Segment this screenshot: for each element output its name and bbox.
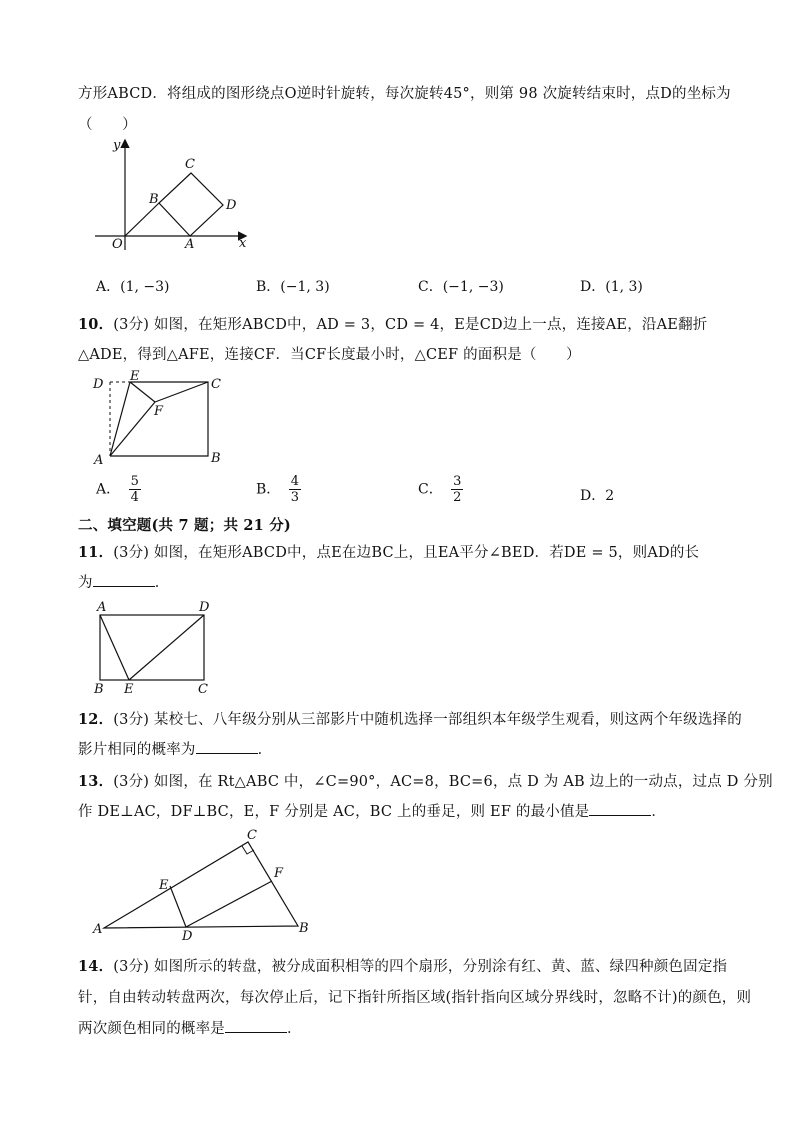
q10-option-d-letter: D． — [580, 488, 606, 504]
q12-line1: (3分) 某校七、八年级分别从三部影片中随机选择一部组织本年级学生观看，则这两个年级选择的 — [113, 712, 742, 728]
q9-option-d-text: (1, 3) — [605, 279, 643, 295]
segment-AE — [100, 615, 129, 680]
q11-answer-blank[interactable] — [93, 572, 155, 587]
q12-text-line2 — [78, 738, 272, 759]
q11-line1: (3分) 如图，在矩形ABCD中，点E在边BC上，且EA平分∠BED．若DE = 5，则AD的长 — [113, 545, 700, 561]
label-A: A — [97, 600, 107, 615]
q9-text-line1: 方形ABCD．将组成的图形绕点O逆时针旋转，每次旋转45°，则第 98 次旋转结束时，点D的坐标为 — [78, 86, 731, 102]
label-O: O — [112, 237, 123, 252]
q9-option-c-letter: C． — [418, 279, 443, 295]
label-B: B — [94, 682, 104, 697]
label-E: E — [159, 878, 169, 893]
q13-line2-prefix: 作 DE⊥AC，DF⊥BC，E，F 分别是 AC，BC 上的垂足，则 EF 的最小值是 — [78, 804, 590, 820]
label-C: C — [185, 157, 195, 172]
q14-answer-blank[interactable] — [225, 1018, 287, 1033]
label-D: D — [226, 198, 237, 213]
label-x: x — [239, 236, 247, 251]
segment-OB — [125, 203, 159, 236]
label-C: C — [198, 682, 208, 697]
square-ABCD — [159, 173, 223, 236]
q9-option-a-letter: A． — [96, 279, 121, 295]
q13-line2-suffix: ． — [651, 804, 667, 820]
q12-text-line1 — [78, 708, 742, 729]
q13-text-line2 — [78, 800, 666, 821]
label-A: A — [94, 453, 104, 468]
rectangle-ABCE — [110, 382, 208, 456]
q10-option-b-letter: B． — [256, 481, 281, 498]
q12-line2-prefix: 影片相同的概率为 — [78, 742, 196, 758]
q11-line2-prefix: 为 — [78, 575, 93, 591]
q10-option-a[interactable] — [96, 474, 141, 505]
q10-number: 10． — [78, 316, 114, 333]
label-B: B — [299, 921, 309, 936]
q9-figure — [95, 135, 255, 255]
label-A: A — [93, 922, 103, 937]
q10-line1: (3分) 如图，在矩形ABCD中，AD = 3，CD = 4，E是CD边上一点，连接AE，沿AE翻折 — [113, 317, 708, 333]
q11-line2-suffix: ． — [154, 575, 170, 591]
label-F: F — [274, 866, 284, 881]
label-D: D — [182, 929, 193, 941]
label-E: E — [130, 370, 140, 384]
label-C: C — [247, 828, 257, 843]
q10-option-b[interactable] — [256, 474, 301, 505]
q13-answer-blank[interactable] — [589, 801, 651, 816]
q9-option-a-text: (1, −3) — [120, 279, 170, 295]
q14-line1: (3分) 如图所示的转盘，被分成面积相等的四个扇形，分别涂有红、黄、蓝、绿四种颜色固定指 — [113, 959, 728, 975]
label-B: B — [211, 451, 221, 466]
q10-text-line2: △ADE，得到△AFE，连接CF．当CF长度最小时，△CEF 的面积是（ ） — [78, 347, 581, 363]
q10-option-c-fraction: $\frac{3}{2}$ — [453, 474, 462, 505]
q9-option-a[interactable] — [96, 276, 170, 296]
segment-EF — [130, 382, 155, 402]
q14-number: 14． — [78, 958, 114, 975]
q13-number: 13． — [78, 773, 114, 790]
q10-figure — [90, 370, 230, 470]
q12-number: 12． — [78, 711, 114, 728]
triangle-ABC — [104, 842, 298, 928]
label-B: B — [149, 192, 159, 207]
q10-text-line1 — [78, 313, 707, 334]
label-A: A — [185, 237, 195, 252]
q9-option-b-letter: B． — [256, 279, 281, 295]
q9-answer-paren: （ ） — [78, 117, 137, 133]
segment-DE — [170, 886, 186, 927]
q9-option-b[interactable] — [256, 276, 330, 296]
q9-option-d-letter: D． — [580, 279, 606, 295]
q11-text-line1 — [78, 541, 699, 562]
q11-number: 11． — [78, 544, 114, 561]
q10-option-d-text: 2 — [605, 488, 615, 504]
q10-option-a-letter: A． — [96, 481, 121, 498]
label-C: C — [211, 377, 221, 392]
q12-answer-blank[interactable] — [196, 739, 258, 754]
label-E: E — [124, 682, 134, 697]
q10-option-d[interactable] — [580, 485, 614, 505]
q14-text-line3 — [78, 1017, 302, 1038]
segment-FC — [155, 382, 208, 402]
q13-figure — [90, 826, 320, 941]
q9-option-d[interactable] — [580, 276, 643, 296]
q13-text-line1 — [78, 770, 773, 791]
q11-figure — [90, 598, 220, 698]
q9-option-b-text: (−1, 3) — [280, 279, 330, 295]
q11-text-line2 — [78, 571, 169, 592]
label-D: D — [199, 600, 210, 615]
segment-ED — [129, 615, 204, 680]
segment-DF — [186, 881, 272, 927]
label-y: y — [113, 138, 121, 153]
q9-option-c[interactable] — [418, 276, 504, 296]
q9-option-c-text: (−1, −3) — [442, 279, 504, 295]
label-D: D — [93, 377, 104, 392]
q12-line2-suffix: ． — [257, 742, 273, 758]
section-title-fill-in: 二、填空题(共 7 题；共 21 分) — [78, 517, 291, 534]
q10-option-c-letter: C． — [418, 481, 443, 498]
q14-line3-prefix: 两次颜色相同的概率是 — [78, 1021, 225, 1037]
q14-line3-suffix: ． — [287, 1021, 302, 1037]
q10-option-c[interactable] — [418, 474, 463, 505]
q10-option-b-fraction: $\frac{4}{3}$ — [290, 474, 300, 505]
q10-option-a-fraction: $\frac{5}{4}$ — [130, 474, 139, 505]
q14-text-line1 — [78, 955, 727, 976]
rectangle-ABCD — [100, 615, 204, 680]
q14-text-line2: 针，自由转动转盘两次，每次停止后，记下指针所指区域(指针指向区域分界线时，忽略不计)的颜色，则 — [78, 990, 752, 1006]
label-F: F — [154, 404, 164, 419]
q13-line1: (3分) 如图，在 Rt△ABC 中，∠C=90°，AC=8，BC=6，点 D 为 AB 边上的一动点，过点 D 分别 — [113, 774, 773, 790]
